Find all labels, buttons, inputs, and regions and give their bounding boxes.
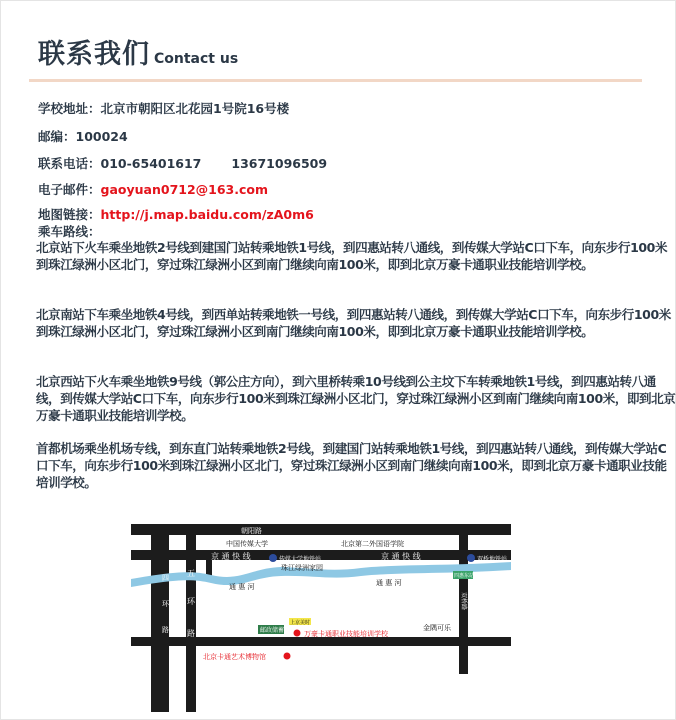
map-label-jingtong-2: 京 通 快 线 bbox=[381, 552, 421, 561]
museum-marker-icon bbox=[284, 653, 291, 660]
postcode-label: 邮编： bbox=[38, 129, 76, 144]
map-label-tonghuihe-1: 通 惠 河 bbox=[229, 583, 255, 591]
map-label-postoffice: 邮政储蓄 bbox=[260, 627, 285, 634]
map-label-shuangqiao-road: 双桥路 bbox=[460, 592, 467, 611]
map-label-zhujiang: 珠江绿洲家园 bbox=[281, 564, 323, 572]
map-label-school: 万豪卡通职业技能培训学校 bbox=[304, 630, 388, 638]
phone-value-2: 13671096509 bbox=[231, 156, 328, 171]
svg-text:路: 路 bbox=[187, 629, 195, 638]
map-link-line bbox=[38, 205, 314, 223]
address-line bbox=[38, 99, 289, 117]
postcode-value: 100024 bbox=[75, 129, 128, 144]
route-paragraph-beijing-station: 北京站下火车乘坐地铁2号线到建国门站转乘地铁1号线，到四惠站转八通线，到传媒大学站C口下车，向东步行100米到珠江绿洲小区北门，穿过珠江绿洲小区到南门继续向南100米，即到北京万豪卡通职业技能培训学校。 bbox=[36, 240, 668, 272]
map-label-jingtong-1: 京 通 快 线 bbox=[211, 552, 251, 561]
phone-value-1: 010-65401617 bbox=[100, 156, 202, 171]
address-value: 北京市朝阳区北花园1号院16号楼 bbox=[100, 101, 290, 116]
map-label-cuc: 中国传媒大学 bbox=[226, 540, 268, 548]
road-wuhuan bbox=[186, 524, 196, 712]
svg-text:环: 环 bbox=[187, 597, 195, 606]
postcode-line bbox=[38, 127, 128, 145]
svg-text:四: 四 bbox=[162, 574, 169, 582]
title-divider bbox=[29, 79, 642, 82]
map-link-label: 地图链接： bbox=[38, 207, 101, 222]
route-paragraph-airport: 首都机场乘坐机场专线，到东直门站转乘地铁2号线，到建国门站转乘地铁1号线，到四惠站转八通线，到传媒大学站C口下车，向东步行100米到珠江绿洲小区北门，穿过珠江绿洲小区到南门继续向南100米，即到北京万豪卡通职业技能培训学校。 bbox=[36, 441, 667, 490]
route-label: 乘车路线： bbox=[38, 224, 101, 239]
address-label: 学校地址： bbox=[38, 101, 101, 116]
map-label-sihui: 四惠东站 bbox=[454, 573, 475, 579]
map-link[interactable]: http://j.map.baidu.com/zA0m6 bbox=[100, 207, 314, 222]
phone-label: 联系电话： bbox=[38, 156, 101, 171]
route-paragraph-beijing-south: 北京南站下车乘坐地铁4号线，到西单站转乘地铁一号线，到四惠站转八通线，到传媒大学站C口下车，向东步行100米到珠江绿洲小区北门，穿过珠江绿洲小区到南门继续向南100米，即到北京万豪卡通职业技能培训学校。 bbox=[36, 307, 671, 339]
map-label-chaoyang-road: 朝阳路 bbox=[241, 527, 262, 535]
svg-text:五: 五 bbox=[187, 569, 195, 578]
map-label-shuangqiao-station: 双桥地铁站 bbox=[477, 556, 508, 563]
map-label-cuc-station: 传媒大学地铁站 bbox=[279, 556, 322, 563]
svg-text:路: 路 bbox=[162, 626, 169, 634]
location-map bbox=[131, 512, 511, 712]
title-english: Contact us bbox=[154, 51, 239, 67]
map-label-museum: 北京卡通艺术博物馆 bbox=[203, 653, 266, 661]
phone-line bbox=[38, 154, 327, 172]
map-label-bisu: 北京第二外国语学院 bbox=[341, 540, 404, 548]
email-label: 电子邮件： bbox=[38, 182, 101, 197]
email-line bbox=[38, 180, 268, 198]
cuc-station-icon bbox=[269, 554, 277, 562]
map-label-jinyukele: 金隅可乐 bbox=[423, 624, 451, 632]
road-sihuan bbox=[151, 524, 161, 712]
email-link[interactable]: gaoyuan0712@163.com bbox=[100, 182, 269, 197]
page-title bbox=[38, 32, 238, 72]
map-label-jinyu: 上京美时 bbox=[290, 620, 311, 626]
map-label-tonghuihe-2: 通 惠 河 bbox=[376, 579, 402, 587]
school-marker-icon bbox=[294, 630, 301, 637]
route-paragraph-beijing-west: 北京西站下火车乘坐地铁9号线（郭公庄方向），到六里桥转乘10号线到公主坟下车转乘地铁1号线，到四惠站转八通线，到传媒大学站C口下车，向东步行100米到珠江绿洲小区北门，穿过珠江绿洲小区到南门继续向南100米，即到北京万豪卡通职业技能培训学校。 bbox=[36, 374, 676, 423]
title-chinese: 联系我们 bbox=[38, 39, 150, 70]
road-sihuan-2 bbox=[161, 524, 169, 712]
shuangqiao-station-icon bbox=[467, 554, 475, 562]
svg-text:环: 环 bbox=[162, 600, 169, 608]
